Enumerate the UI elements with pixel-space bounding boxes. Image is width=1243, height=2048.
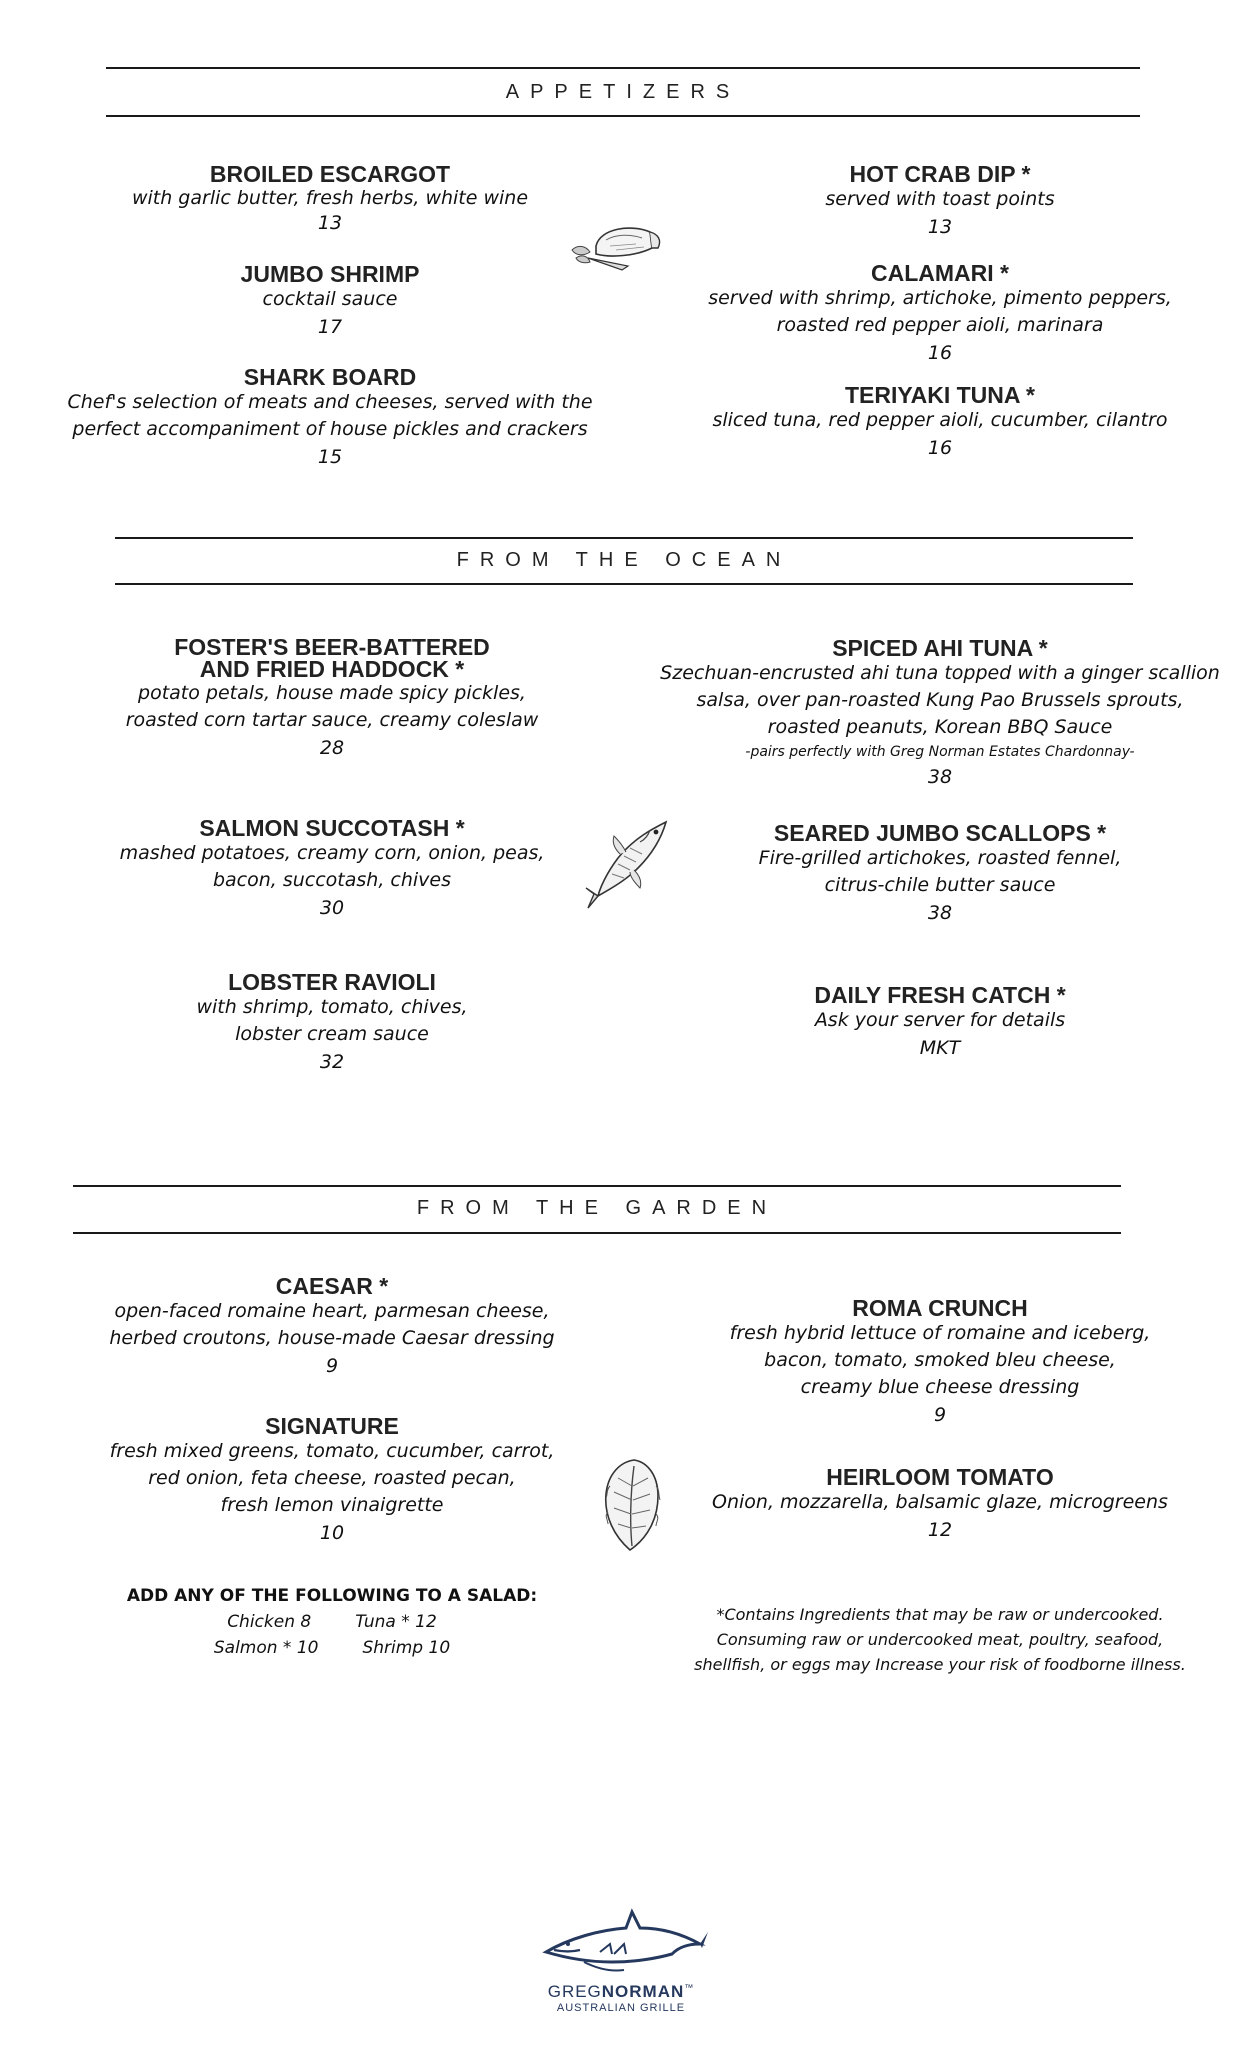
item-desc: Szechuan-encrusted ahi tuna topped with a ginger scallion <box>660 662 1220 684</box>
item-pairing-note: -pairs perfectly with Greg Norman Estates Chardonnay- <box>745 744 1135 760</box>
bread-illustration <box>566 210 666 281</box>
menu-item-lobster-ravioli <box>82 970 582 1076</box>
item-desc: mashed potatoes, creamy corn, onion, peas, <box>119 842 545 864</box>
item-price: 38 <box>927 766 953 788</box>
item-desc: perfect accompaniment of house pickles and crackers <box>72 418 588 440</box>
brand-logo <box>471 1982 771 2014</box>
item-desc: with shrimp, tomato, chives, <box>196 996 468 1018</box>
item-name: SALMON SUCCOTASH * <box>199 815 465 841</box>
ocean-rule-top <box>115 537 1133 539</box>
shark-logo-icon <box>540 1908 710 1981</box>
item-price: 9 <box>325 1355 339 1377</box>
item-name: HEIRLOOM TOMATO <box>826 1464 1054 1490</box>
menu-item-heirloom-tomato <box>660 1465 1220 1544</box>
menu-item-hot-crab-dip <box>680 162 1200 241</box>
item-price: 30 <box>319 897 345 919</box>
item-desc: fresh hybrid lettuce of romaine and iceberg, <box>729 1322 1151 1344</box>
item-price: 17 <box>317 316 343 338</box>
ocean-title: FROM THE OCEAN <box>456 549 792 571</box>
item-desc: Ask your server for details <box>814 1009 1066 1031</box>
appetizers-left-column <box>60 162 600 471</box>
menu-item-fried-haddock <box>82 636 582 762</box>
item-name: FOSTER'S BEER-BATTERED <box>174 634 490 660</box>
item-name: ROMA CRUNCH <box>852 1295 1028 1321</box>
menu-item-teriyaki-tuna <box>680 383 1200 462</box>
disclaimer-line: shellfish, or eggs may Increase your risk of foodborne illness. <box>694 1655 1186 1674</box>
item-name: SIGNATURE <box>265 1413 399 1439</box>
item-name: HOT CRAB DIP * <box>849 161 1031 187</box>
item-price: 38 <box>927 902 953 924</box>
menu-item-signature <box>82 1414 582 1547</box>
item-desc: red onion, feta cheese, roasted pecan, <box>148 1467 516 1489</box>
addons-title: ADD ANY OF THE FOLLOWING TO A SALAD: <box>126 1586 538 1606</box>
menu-item-daily-fresh-catch <box>640 983 1240 1062</box>
trademark-mark: ™ <box>684 1982 695 1993</box>
menu-item-seared-jumbo-scallops <box>640 821 1240 927</box>
appetizers-right-column <box>680 162 1200 462</box>
item-desc: potato petals, house made spicy pickles, <box>138 682 526 704</box>
item-name: SEARED JUMBO SCALLOPS * <box>773 820 1107 846</box>
menu-item-broiled-escargot <box>60 162 600 236</box>
addon-option: Salmon * 10 <box>213 1638 319 1658</box>
item-desc: lobster cream sauce <box>235 1023 429 1045</box>
brand-name <box>471 1982 771 2002</box>
brand-name-light: GREG <box>547 1982 602 2001</box>
appetizers-title: APPETIZERS <box>505 81 741 103</box>
ocean-left-column <box>82 636 582 1076</box>
item-price: 15 <box>317 446 343 468</box>
addon-option: Chicken 8 <box>227 1612 312 1632</box>
menu-item-roma-crunch <box>660 1296 1220 1429</box>
item-desc: roasted peanuts, Korean BBQ Sauce <box>767 716 1113 738</box>
item-price: 28 <box>319 737 345 759</box>
brand-name-bold: NORMAN <box>601 1982 685 2001</box>
disclaimer-line: Consuming raw or undercooked meat, poultry, seafood, <box>716 1630 1164 1649</box>
item-name: AND FRIED HADDOCK * <box>199 656 465 682</box>
item-name: BROILED ESCARGOT <box>209 161 451 187</box>
item-desc: with garlic butter, fresh herbs, white wine <box>131 187 529 209</box>
item-price: 16 <box>927 342 953 364</box>
item-price: 13 <box>317 212 343 234</box>
ocean-right-column <box>640 636 1240 1062</box>
salad-addons <box>82 1583 582 1661</box>
item-name: LOBSTER RAVIOLI <box>228 969 436 995</box>
item-price: 32 <box>319 1051 345 1073</box>
menu-item-jumbo-shrimp <box>60 262 600 341</box>
menu-item-shark-board <box>60 365 600 471</box>
item-name: TERIYAKI TUNA * <box>845 382 1035 408</box>
item-desc: roasted red pepper aioli, marinara <box>776 314 1104 336</box>
item-name: JUMBO SHRIMP <box>240 261 420 287</box>
appetizers-rule-bottom <box>106 115 1140 117</box>
menu-item-salmon-succotash <box>82 816 582 922</box>
item-price: 13 <box>927 216 953 238</box>
item-desc: bacon, tomato, smoked bleu cheese, <box>764 1349 1116 1371</box>
item-price: MKT <box>919 1037 961 1059</box>
disclaimer-line: *Contains Ingredients that may be raw or undercooked. <box>716 1605 1164 1624</box>
addon-option: Tuna * 12 <box>355 1612 437 1632</box>
item-desc: creamy blue cheese dressing <box>800 1376 1080 1398</box>
addons-row <box>82 1609 582 1635</box>
lettuce-illustration <box>600 1456 664 1559</box>
garden-rule-bottom <box>73 1232 1121 1234</box>
appetizers-rule-top <box>106 67 1140 69</box>
garden-rule-top <box>73 1185 1121 1187</box>
item-desc: sliced tuna, red pepper aioli, cucumber, cilantro <box>712 409 1168 431</box>
garden-left-column <box>82 1274 582 1661</box>
item-desc: fresh lemon vinaigrette <box>220 1494 444 1516</box>
addons-row <box>82 1635 582 1661</box>
menu-item-spiced-ahi-tuna <box>640 636 1240 791</box>
item-price: 10 <box>319 1522 345 1544</box>
item-desc: herbed croutons, house-made Caesar dressing <box>109 1327 555 1349</box>
addon-option: Shrimp 10 <box>362 1638 451 1658</box>
menu-item-caesar <box>82 1274 582 1380</box>
item-name: CALAMARI * <box>871 260 1009 286</box>
item-desc: fresh mixed greens, tomato, cucumber, carrot, <box>109 1440 555 1462</box>
raw-food-disclaimer <box>660 1602 1220 1677</box>
item-desc: cocktail sauce <box>262 288 398 310</box>
item-desc: citrus-chile butter sauce <box>824 874 1056 896</box>
item-price: 12 <box>927 1519 953 1541</box>
item-desc: Onion, mozzarella, balsamic glaze, microgreens <box>712 1491 1168 1513</box>
item-price: 9 <box>933 1404 947 1426</box>
item-desc: roasted corn tartar sauce, creamy coleslaw <box>125 709 539 731</box>
brand-subtitle: AUSTRALIAN GRILLE <box>556 2002 686 2014</box>
item-desc: Fire-grilled artichokes, roasted fennel, <box>758 847 1122 869</box>
ocean-rule-bottom <box>115 583 1133 585</box>
item-desc: Chef's selection of meats and cheeses, served with the <box>67 391 593 413</box>
item-name: CAESAR * <box>275 1273 389 1299</box>
item-price: 16 <box>927 437 953 459</box>
item-desc: salsa, over pan-roasted Kung Pao Brussels sprouts, <box>696 689 1184 711</box>
garden-title: FROM THE GARDEN <box>416 1197 778 1219</box>
item-desc: served with toast points <box>825 188 1055 210</box>
item-desc: open-faced romaine heart, parmesan cheese, <box>114 1300 550 1322</box>
item-desc: served with shrimp, artichoke, pimento peppers, <box>708 287 1172 309</box>
item-name: SPICED AHI TUNA * <box>832 635 1048 661</box>
item-name: SHARK BOARD <box>243 364 417 390</box>
menu-item-calamari <box>680 261 1200 367</box>
item-desc: bacon, succotash, chives <box>212 869 452 891</box>
item-name: DAILY FRESH CATCH * <box>814 982 1066 1008</box>
garden-right-column <box>660 1296 1220 1677</box>
